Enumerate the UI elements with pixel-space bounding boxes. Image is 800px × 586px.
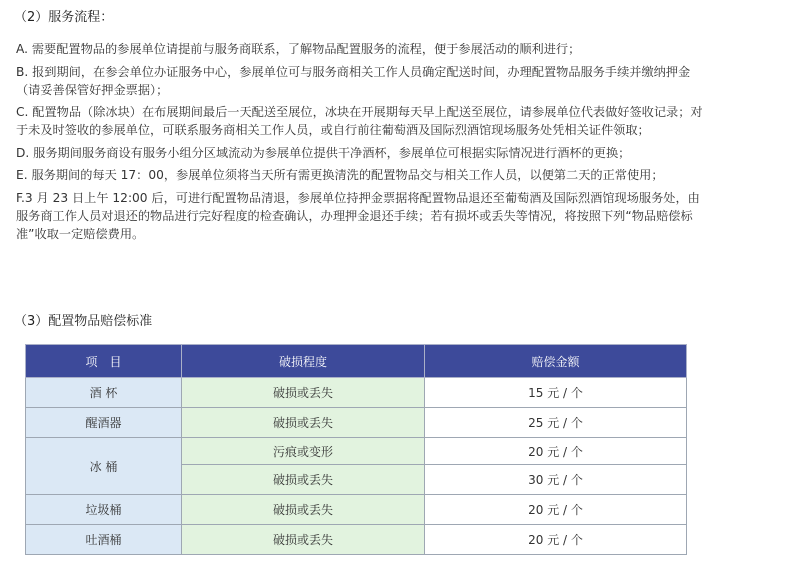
service-process-list: [16, 40, 706, 247]
process-item-c: C. 配置物品（除冰块）在布展期间最后一天配送至展位，冰块在开展期每天早上配送至展位，请参展单位代表做好签收记录；对于未及时签收的参展单位，可联系服务商相关工作人员，或自行前往葡萄酒及国际烈酒馆现场服务处凭相关证件领取；: [16, 105, 703, 137]
process-item-b: B. 报到期间，在参会单位办证服务中心，参展单位可与服务商相关工作人员确定配送时间，办理配置物品服务手续并缴纳押金（请妥善保管好押金票据）；: [16, 64, 691, 97]
cell-price: 20 元 / 个: [425, 525, 687, 555]
table-row: [26, 378, 687, 408]
section-title-compensation-standard: （3）配置物品赔偿标准: [14, 314, 153, 329]
header-damage-level: 破损程度: [182, 345, 425, 378]
cell-item: 吐酒桶: [26, 525, 182, 555]
cell-price: 20 元 / 个: [425, 438, 687, 465]
cell-item: 醒酒器: [26, 408, 182, 438]
cell-damage: 破损或丢失: [182, 378, 425, 408]
cell-price: 30 元 / 个: [425, 465, 687, 495]
process-item-d: D. 服务期间服务商设有服务小组分区域流动为参展单位提供干净酒杯，参展单位可根据实际情况进行酒杯的更换；: [16, 145, 631, 160]
cell-price: 15 元 / 个: [425, 378, 687, 408]
cell-item: 酒 杯: [26, 378, 182, 408]
table-row: [26, 495, 687, 525]
header-item: 项 目: [26, 345, 182, 378]
cell-item: 垃圾桶: [26, 495, 182, 525]
table-row: [26, 438, 687, 465]
table-header-row: [26, 345, 687, 378]
cell-damage: 破损或丢失: [182, 495, 425, 525]
cell-price: 20 元 / 个: [425, 495, 687, 525]
cell-item: 冰 桶: [26, 438, 182, 495]
compensation-table-wrapper: [25, 344, 687, 555]
cell-damage: 破损或丢失: [182, 465, 425, 495]
process-item-e: E. 服务期间的每天 17：00，参展单位须将当天所有需更换清洗的配置物品交与相关工作人员，以便第二天的正常使用；: [16, 168, 664, 182]
cell-damage: 污痕或变形: [182, 438, 425, 465]
cell-damage: 破损或丢失: [182, 408, 425, 438]
table-row: [26, 408, 687, 438]
cell-price: 25 元 / 个: [425, 408, 687, 438]
process-item-a: A. 需要配置物品的参展单位请提前与服务商联系，了解物品配置服务的流程，便于参展活动的顺利进行；: [16, 42, 581, 56]
process-item-f: F.3 月 23 日上午 12:00 后，可进行配置物品清退，参展单位持押金票据将配置物品退还至葡萄酒及国际烈酒馆现场服务处，由服务商工作人员对退还的物品进行完好程度的检查确认，办理押金退还手续；若有损坏或丢失等情况，将按照下列“物品赔偿标准”收取一定赔偿费用。: [16, 190, 700, 241]
table-row: [26, 525, 687, 555]
compensation-table: [25, 344, 687, 555]
cell-damage: 破损或丢失: [182, 525, 425, 555]
header-compensation-amount: 赔偿金额: [425, 345, 687, 378]
section-title-service-process: （2）服务流程：: [14, 10, 114, 25]
